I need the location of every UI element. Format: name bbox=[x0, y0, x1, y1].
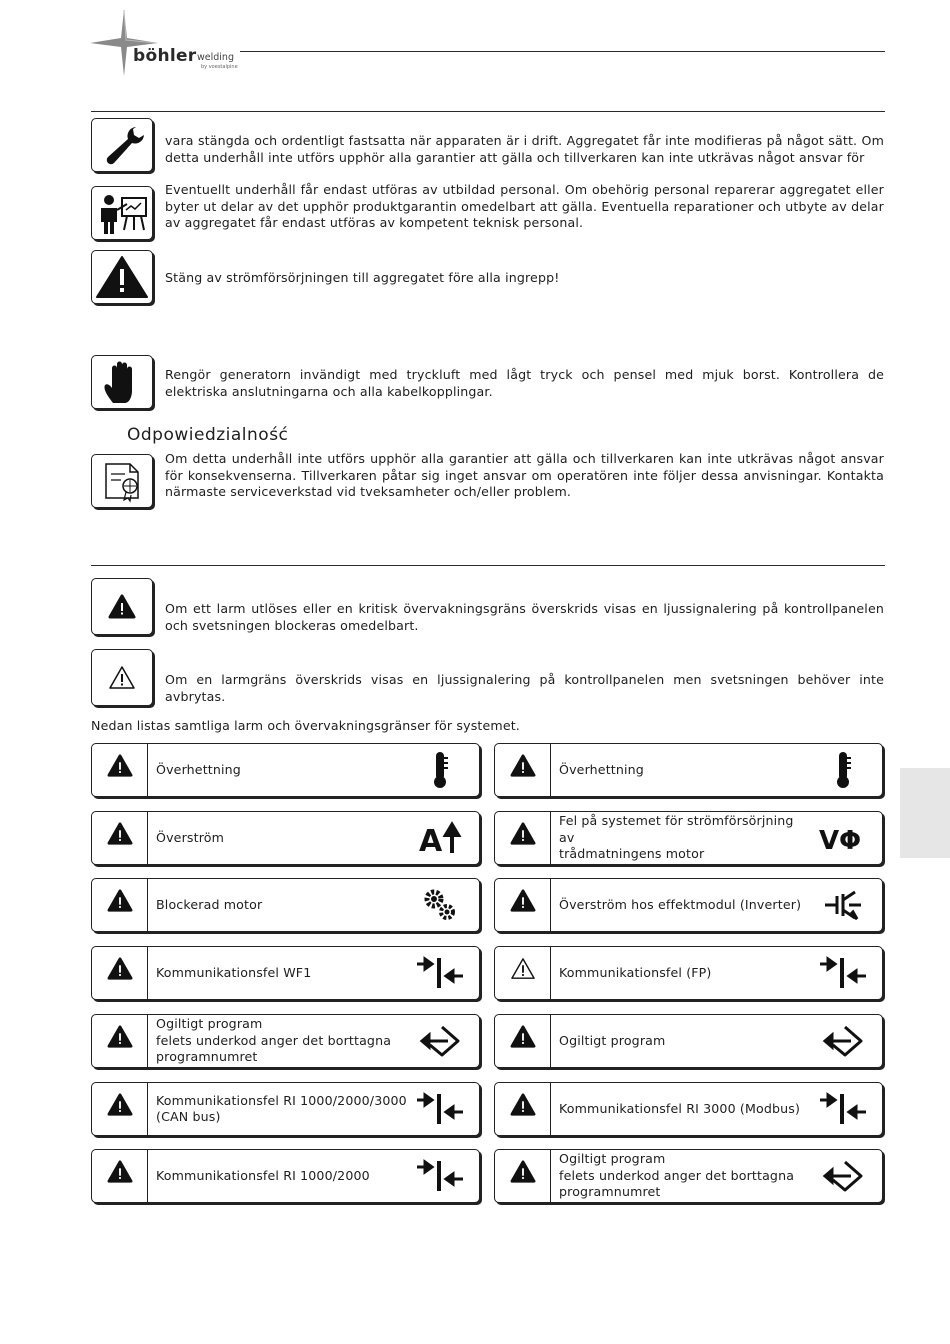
alarm-filled-icon bbox=[91, 578, 153, 635]
alarm-description bbox=[156, 947, 408, 999]
alarm-row bbox=[91, 1149, 480, 1203]
alarm-description bbox=[156, 1083, 408, 1135]
alarm-description bbox=[156, 812, 408, 864]
instructor-icon bbox=[91, 186, 153, 240]
communication-icon bbox=[411, 1083, 469, 1135]
alarm-description-line: felets underkod anger det borttagna bbox=[156, 1032, 392, 1048]
alarm-description-line: Kommunikationsfel RI 1000/2000/3000 bbox=[156, 1092, 407, 1108]
program-icon bbox=[814, 1015, 872, 1067]
alarm-description bbox=[559, 947, 811, 999]
communication-icon bbox=[814, 1083, 872, 1135]
alarm-row bbox=[91, 743, 480, 797]
alarm-description-line: Överström hos effektmodul (Inverter) bbox=[559, 896, 802, 912]
logo-tagline: by voestalpine bbox=[201, 64, 238, 70]
alarm-severity-icon bbox=[92, 1083, 148, 1135]
section-rule-bottom bbox=[91, 565, 885, 566]
thermometer-icon bbox=[814, 744, 872, 796]
section-text-1: vara stängda och ordentligt fastsatta när apparaten är i drift. Aggregatet får inte modifieras på något sätt. Om detta underhåll inte utförs upphör alla garantier att gälla och tillverkaren kan inte utkrävas något ansvar för bbox=[165, 133, 884, 165]
alarm-description bbox=[559, 812, 811, 864]
alarm-row bbox=[494, 878, 883, 932]
communication-icon bbox=[411, 947, 469, 999]
alarm-description-line: (CAN bus) bbox=[156, 1109, 221, 1124]
section-rule-top bbox=[91, 111, 885, 112]
alarm-description-line: programnumret bbox=[559, 1184, 661, 1200]
alarm-severity-icon bbox=[495, 812, 551, 864]
alarm-row bbox=[494, 1014, 883, 1068]
alarm-description bbox=[156, 1150, 408, 1202]
alarm-row bbox=[494, 1149, 883, 1203]
alarm-severity-icon bbox=[92, 947, 148, 999]
alarm-description bbox=[559, 744, 811, 796]
alarm-description-line: Kommunikationsfel RI 1000/2000 bbox=[156, 1167, 370, 1183]
alarm-description bbox=[559, 1015, 811, 1067]
alarm-intro-text: Om ett larm utlöses eller en kritisk övervakningsgräns överskrids visas en ljussignalering på kontrollpanelen och svetsningen blockeras omedelbart. bbox=[165, 601, 884, 633]
logo-sub: welding bbox=[197, 52, 234, 63]
header-rule bbox=[240, 51, 885, 52]
svg-text:A: A bbox=[419, 824, 443, 855]
logo-brand: böhler bbox=[133, 46, 197, 66]
alarm-description bbox=[559, 879, 811, 931]
section-text-4: Rengör generatorn invändigt med tryckluft med lågt tryck och pensel med mjuk borst. Kontrollera de elektriska anslutningarna och alla kabelkopplingar. bbox=[165, 367, 884, 399]
alarm-row bbox=[494, 743, 883, 797]
warning-severity-icon bbox=[495, 947, 551, 999]
alarm-severity-icon bbox=[92, 879, 148, 931]
logo-star-icon bbox=[90, 8, 160, 78]
alarm-description-line: Ogiltigt program bbox=[156, 1016, 263, 1032]
alarm-description-line: Ogiltigt program bbox=[559, 1151, 666, 1167]
alarm-description-line: programnumret bbox=[156, 1049, 258, 1065]
alarm-description bbox=[559, 1083, 811, 1135]
alarm-list-intro: Nedan listas samtliga larm och övervakningsgränser för systemet. bbox=[91, 718, 520, 733]
alarm-description-line: Överström bbox=[156, 829, 225, 845]
alarm-description-line: Kommunikationsfel WF1 bbox=[156, 964, 312, 980]
side-tab bbox=[900, 768, 950, 858]
alarm-severity-icon bbox=[92, 744, 148, 796]
alarm-row bbox=[91, 946, 480, 1000]
alarm-severity-icon bbox=[92, 812, 148, 864]
alarm-description-line: trådmatningens motor bbox=[559, 846, 705, 862]
alarm-row bbox=[91, 811, 480, 865]
alarm-description-line: Överhettning bbox=[559, 761, 644, 777]
alarm-row bbox=[494, 811, 883, 865]
program-icon bbox=[411, 1015, 469, 1067]
alarm-row bbox=[91, 878, 480, 932]
wrench-icon bbox=[91, 118, 153, 172]
svg-text:Φ: Φ bbox=[839, 826, 862, 855]
alarm-description bbox=[156, 1015, 408, 1067]
certificate-icon bbox=[91, 454, 153, 508]
igbt-icon bbox=[814, 879, 872, 931]
section-text-2: Eventuellt underhåll får endast utföras av utbildad personal. Om obehörig personal reparerar aggregatet eller byter ut delar av det upphör produktgarantin omedelbart att gälla. Eventuella reparationer och utbyte av delar av aggregatet får endast utföras av kompetent teknisk personal. bbox=[165, 182, 884, 230]
alarm-severity-icon bbox=[495, 1083, 551, 1135]
alarm-severity-icon bbox=[495, 744, 551, 796]
alarm-description bbox=[156, 744, 408, 796]
alarm-description-line: Kommunikationsfel RI 3000 (Modbus) bbox=[559, 1100, 801, 1116]
alarm-row bbox=[494, 946, 883, 1000]
alarm-description-line: Ogiltigt program bbox=[559, 1032, 666, 1048]
gears-icon bbox=[411, 879, 469, 931]
alarm-severity-icon bbox=[92, 1015, 148, 1067]
alarm-severity-icon bbox=[495, 1150, 551, 1202]
overcurrent-icon bbox=[411, 812, 469, 864]
warning-intro-text: Om en larmgräns överskrids visas en ljussignalering på kontrollpanelen men svetsningen behöver inte avbrytas. bbox=[165, 672, 884, 704]
alarm-severity-icon bbox=[495, 1015, 551, 1067]
logo bbox=[90, 8, 250, 78]
section-text-3: Stäng av strömförsörjningen till aggregatet före alla ingrepp! bbox=[165, 270, 560, 285]
responsibility-heading: Odpowiedzialność bbox=[127, 425, 289, 445]
alarm-severity-icon bbox=[495, 879, 551, 931]
alarm-description-line: Överhettning bbox=[156, 761, 241, 777]
voltage-phase-icon bbox=[814, 812, 872, 864]
alarm-description-line: felets underkod anger det borttagna bbox=[559, 1167, 795, 1183]
alarm-description-line: Fel på systemet för strömförsörjning av bbox=[559, 813, 794, 845]
alarm-severity-icon bbox=[92, 1150, 148, 1202]
svg-text:V: V bbox=[819, 826, 840, 855]
thermometer-icon bbox=[411, 744, 469, 796]
alarm-row bbox=[91, 1082, 480, 1136]
alarm-row bbox=[494, 1082, 883, 1136]
alarm-outline-icon bbox=[91, 649, 153, 706]
alarm-description bbox=[559, 1150, 811, 1202]
alarm-description bbox=[156, 879, 408, 931]
alarm-description-line: Blockerad motor bbox=[156, 896, 263, 912]
hand-icon bbox=[91, 355, 153, 409]
warning-icon bbox=[91, 250, 153, 304]
program-icon bbox=[814, 1150, 872, 1202]
responsibility-text: Om detta underhåll inte utförs upphör alla garantier att gälla och tillverkaren kan inte utkrävas något ansvar för konsekvenserna. Tillverkaren påtar sig inget ansvar om operatören inte följer dessa anvisningar. Kontakta närmaste serviceverkstad vid tveksamheter och/eller problem. bbox=[165, 451, 884, 499]
alarm-row bbox=[91, 1014, 480, 1068]
communication-icon bbox=[814, 947, 872, 999]
communication-icon bbox=[411, 1150, 469, 1202]
alarm-description-line: Kommunikationsfel (FP) bbox=[559, 964, 712, 980]
